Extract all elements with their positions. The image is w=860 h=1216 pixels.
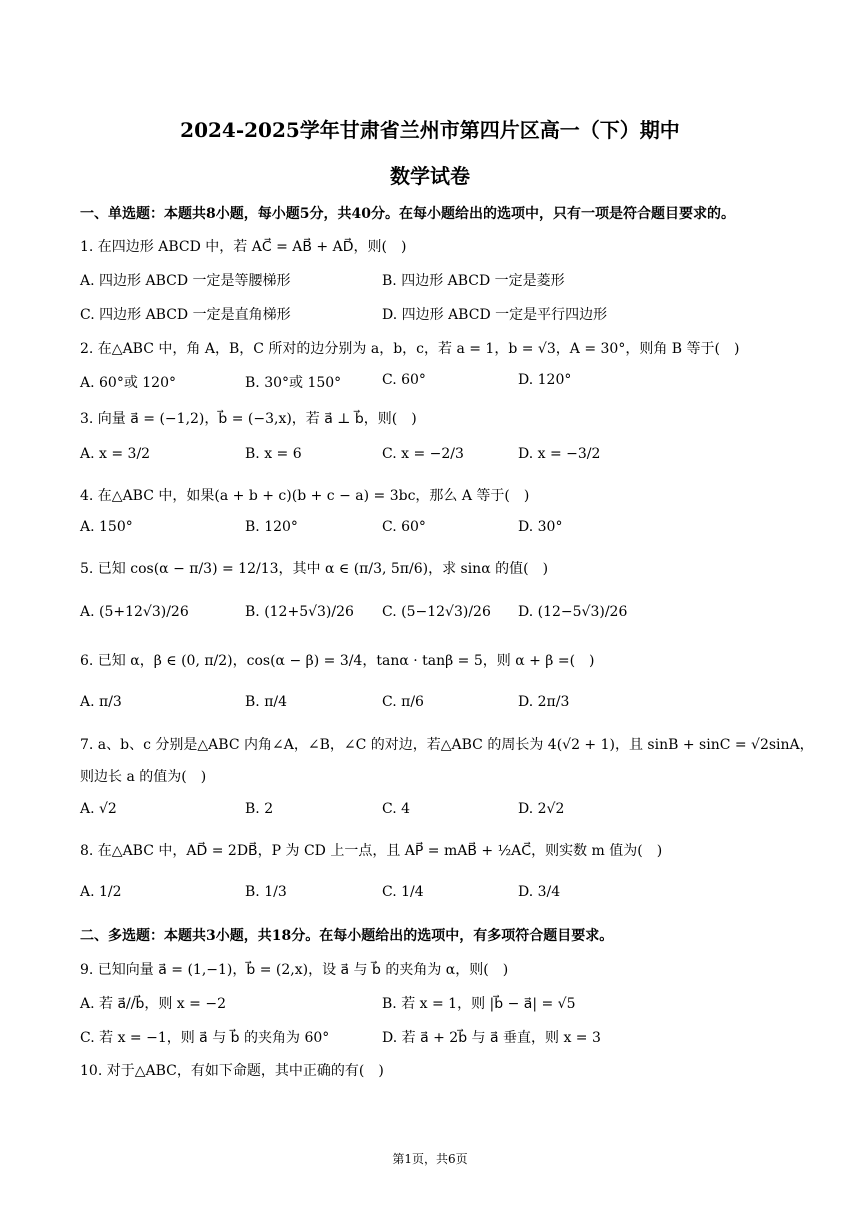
option: B. x = 6 <box>245 446 302 462</box>
option: A. x = 3/2 <box>80 446 151 462</box>
option: A. 若 a⃗//b⃗，则 x = −2 <box>80 996 226 1012</box>
exam-subtitle: 数学试卷 <box>390 164 470 188</box>
option: B. 30°或 150° <box>245 375 342 391</box>
question-stem: 1. 在四边形 ABCD 中，若 AC⃗ = AB⃗ + AD⃗，则( ) <box>80 239 407 255</box>
option: C. 四边形 ABCD 一定是直角梯形 <box>80 307 291 323</box>
option: D. 若 a⃗ + 2b⃗ 与 a⃗ 垂直，则 x = 3 <box>382 1030 601 1046</box>
option: D. 2√2 <box>518 801 565 817</box>
option: A. 60°或 120° <box>80 375 176 391</box>
option: B. (12+5√3)/26 <box>245 604 354 620</box>
option: A. π/3 <box>80 694 122 710</box>
option: C. 若 x = −1，则 a⃗ 与 b⃗ 的夹角为 60° <box>80 1030 330 1046</box>
option: D. 四边形 ABCD 一定是平行四边形 <box>382 307 608 323</box>
question-stem: 7. a、b、c 分别是△ABC 内角∠A，∠B，∠C 的对边，若△ABC 的周长为 4(√2 + 1)，且 sinB + sinC = √2sinA， <box>80 737 814 753</box>
option: C. 60° <box>382 372 426 388</box>
option: C. π/6 <box>382 694 424 710</box>
option: A. 四边形 ABCD 一定是等腰梯形 <box>80 273 291 289</box>
option: D. 120° <box>518 372 572 388</box>
option: B. 四边形 ABCD 一定是菱形 <box>382 273 565 289</box>
option: B. 1/3 <box>245 884 287 900</box>
question-stem: 2. 在△ABC 中，角 A，B，C 所对的边分别为 a，b，c，若 a = 1，b = √3，A = 30°，则角 B 等于( ) <box>80 341 740 357</box>
option: B. 2 <box>245 801 274 817</box>
option: D. (12−5√3)/26 <box>518 604 628 620</box>
question-stem: 10. 对于△ABC，有如下命题，其中正确的有( ) <box>80 1063 384 1079</box>
option: D. 3/4 <box>518 884 561 900</box>
question-stem: 8. 在△ABC 中，AD⃗ = 2DB⃗，P 为 CD 上一点，且 AP⃗ = mAB⃗ + ½AC⃗，则实数 m 值为( ) <box>80 843 663 859</box>
question-stem: 4. 在△ABC 中，如果(a + b + c)(b + c − a) = 3bc，那么 A 等于( ) <box>80 488 530 504</box>
option: A. 150° <box>80 519 133 535</box>
option: A. (5+12√3)/26 <box>80 604 189 620</box>
question-stem-continued: 则边长 a 的值为( ) <box>80 769 207 785</box>
option: B. 若 x = 1，则 |b⃗ − a⃗| = √5 <box>382 996 576 1012</box>
section-heading-single-choice: 一、单选题：本题共8小题，每小题5分，共40分。在每小题给出的选项中，只有一项是符合题目要求的。 <box>80 206 735 222</box>
option: C. (5−12√3)/26 <box>382 604 491 620</box>
section-heading-multiple-choice: 二、多选题：本题共3小题，共18分。在每小题给出的选项中，有多项符合题目要求。 <box>80 928 614 944</box>
page-footer: 第1页，共6页 <box>392 1152 468 1166</box>
question-stem: 6. 已知 α，β ∈ (0, π/2)，cos(α − β) = 3/4，tanα · tanβ = 5，则 α + β =( ) <box>80 653 595 669</box>
option: C. x = −2/3 <box>382 446 464 462</box>
option: C. 60° <box>382 519 426 535</box>
option: B. π/4 <box>245 694 288 710</box>
option: C. 4 <box>382 801 411 817</box>
exam-title: 2024-2025学年甘肃省兰州市第四片区高一（下）期中 <box>180 118 680 142</box>
option: D. 30° <box>518 519 563 535</box>
question-stem: 3. 向量 a⃗ = (−1,2)，b⃗ = (−3,x)，若 a⃗ ⊥ b⃗，则( ) <box>80 411 417 427</box>
option: A. 1/2 <box>80 884 122 900</box>
question-stem: 9. 已知向量 a⃗ = (1,−1)，b⃗ = (2,x)，设 a⃗ 与 b⃗ 的夹角为 α，则( ) <box>80 962 509 978</box>
option: C. 1/4 <box>382 884 424 900</box>
option: D. 2π/3 <box>518 694 570 710</box>
option: B. 120° <box>245 519 298 535</box>
question-stem: 5. 已知 cos(α − π/3) = 12/13，其中 α ∈ (π/3, 5π/6)，求 sinα 的值( ) <box>80 561 549 577</box>
option: A. √2 <box>80 801 117 817</box>
option: D. x = −3/2 <box>518 446 601 462</box>
